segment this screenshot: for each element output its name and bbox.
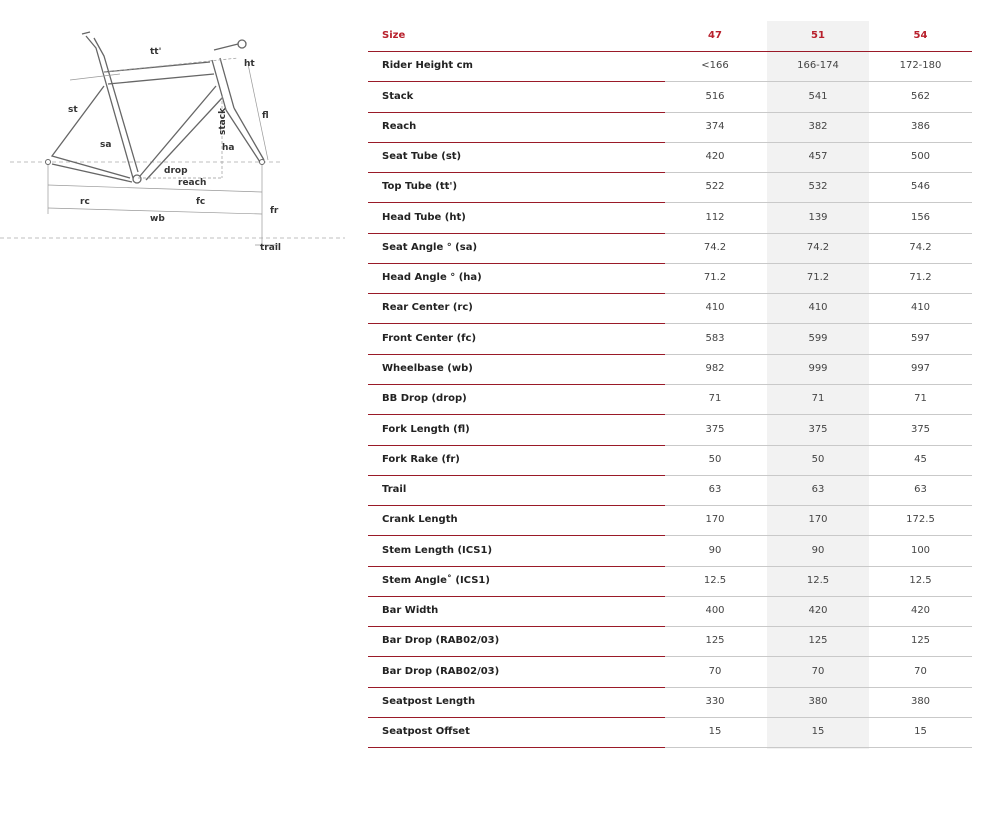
- row-label: Top Tube (tt'): [382, 181, 458, 192]
- table-row: [368, 172, 972, 202]
- row-value: 457: [808, 151, 828, 162]
- row-value: 166-174: [797, 60, 839, 71]
- row-value: 63: [811, 484, 825, 495]
- row-value: 170: [808, 514, 828, 525]
- header-size-label: Size: [382, 30, 406, 41]
- table-row: [368, 536, 972, 566]
- row-value: 71.2: [703, 272, 727, 283]
- row-value: 386: [910, 121, 931, 132]
- row-value: 982: [705, 363, 725, 374]
- table-row: [368, 626, 972, 656]
- row-value: 156: [910, 212, 931, 223]
- row-value: 374: [705, 121, 725, 132]
- row-value: 15: [708, 726, 722, 737]
- row-label: Crank Length: [382, 514, 458, 525]
- row-value: 400: [705, 605, 725, 616]
- row-label: Wheelbase (wb): [382, 363, 473, 374]
- row-label: Bar Width: [382, 605, 439, 616]
- row-value: 112: [705, 212, 725, 223]
- row-value: 597: [910, 333, 931, 344]
- row-label: Reach: [382, 121, 417, 132]
- row-value: 599: [808, 333, 828, 344]
- label-trail: trail: [260, 243, 281, 253]
- table-row: [368, 415, 972, 445]
- row-label: Rear Center (rc): [382, 302, 473, 313]
- row-value: 522: [705, 181, 725, 192]
- row-value: 71.2: [909, 272, 932, 283]
- row-value: 12.5: [703, 575, 727, 586]
- row-rule-values: [665, 747, 972, 748]
- table-row: [368, 293, 972, 323]
- row-label: Rider Height cm: [382, 60, 473, 71]
- row-value: 15: [811, 726, 825, 737]
- row-label: Fork Rake (fr): [382, 454, 460, 465]
- row-rule-label: [368, 747, 665, 748]
- label-rc: rc: [80, 197, 90, 207]
- row-value: 71: [708, 393, 722, 404]
- row-value: 12.5: [806, 575, 830, 586]
- table-row: [368, 687, 972, 717]
- row-value: 380: [808, 696, 828, 707]
- row-value: 330: [705, 696, 725, 707]
- row-value: 63: [708, 484, 722, 495]
- row-value: 380: [910, 696, 931, 707]
- row-value: 420: [705, 151, 725, 162]
- table-row: [368, 263, 972, 293]
- table-row: [368, 233, 972, 263]
- table-row: [368, 657, 972, 687]
- row-value: 410: [910, 302, 931, 313]
- row-value: 90: [708, 545, 722, 556]
- row-value: 516: [705, 91, 725, 102]
- label-reach: reach: [178, 178, 207, 188]
- row-label: Bar Drop (RAB02/03): [382, 666, 500, 677]
- row-value: 420: [808, 605, 828, 616]
- table-row: [368, 324, 972, 354]
- row-value: 999: [808, 363, 828, 374]
- row-value: 70: [811, 666, 825, 677]
- label-fr: fr: [270, 206, 279, 216]
- row-value: 583: [705, 333, 725, 344]
- row-value: 90: [811, 545, 825, 556]
- row-value: 71: [914, 393, 927, 404]
- row-value: 125: [705, 635, 725, 646]
- row-label: BB Drop (drop): [382, 393, 467, 404]
- row-value: 100: [910, 545, 931, 556]
- row-value: 500: [910, 151, 931, 162]
- header-size-1: 47: [708, 30, 722, 41]
- row-value: 71.2: [806, 272, 830, 283]
- row-label: Bar Drop (RAB02/03): [382, 635, 500, 646]
- table-row: [368, 717, 972, 747]
- table-row: [368, 384, 972, 414]
- table-row: [368, 566, 972, 596]
- table-row: [368, 445, 972, 475]
- row-label: Seat Tube (st): [382, 151, 462, 162]
- row-label: Front Center (fc): [382, 333, 477, 344]
- row-value: 410: [808, 302, 828, 313]
- row-value: 45: [914, 454, 927, 465]
- row-value: 63: [914, 484, 927, 495]
- row-label: Stem Angle˚ (ICS1): [382, 575, 490, 586]
- table-row: [368, 475, 972, 505]
- label-ha: ha: [222, 143, 235, 153]
- row-value: 139: [808, 212, 828, 223]
- table-row: [368, 142, 972, 172]
- label-fc: fc: [196, 197, 206, 207]
- row-value: 546: [910, 181, 931, 192]
- table-row: [368, 596, 972, 626]
- row-value: 125: [808, 635, 828, 646]
- row-value: 50: [811, 454, 825, 465]
- label-ht: ht: [244, 59, 255, 69]
- row-value: 170: [705, 514, 725, 525]
- row-value: 375: [705, 424, 725, 435]
- label-st: st: [68, 105, 78, 115]
- row-value: 532: [808, 181, 828, 192]
- row-value: 74.2: [909, 242, 932, 253]
- row-value: 375: [808, 424, 828, 435]
- frame-geometry-diagram: [0, 0, 350, 270]
- row-label: Fork Length (fl): [382, 424, 470, 435]
- label-drop: drop: [164, 166, 188, 176]
- row-value: 125: [910, 635, 931, 646]
- row-value: 74.2: [703, 242, 727, 253]
- row-label: Seatpost Offset: [382, 726, 470, 737]
- row-value: 70: [914, 666, 927, 677]
- row-value: 70: [708, 666, 722, 677]
- table-row: [368, 112, 972, 142]
- label-stack: stack: [218, 107, 228, 135]
- row-value: 50: [708, 454, 722, 465]
- row-value: 71: [811, 393, 825, 404]
- table-header-row: [368, 21, 972, 51]
- header-size-2: 51: [811, 30, 825, 41]
- row-label: Stem Length (ICS1): [382, 545, 493, 556]
- row-value: 410: [705, 302, 725, 313]
- row-value: 382: [808, 121, 828, 132]
- row-label: Seat Angle ° (sa): [382, 242, 478, 253]
- row-label: Head Angle ° (ha): [382, 272, 482, 283]
- table-row: [368, 51, 972, 81]
- table-row: [368, 354, 972, 384]
- row-value: 997: [910, 363, 931, 374]
- row-label: Seatpost Length: [382, 696, 476, 707]
- label-fl: fl: [262, 111, 269, 121]
- row-value: 541: [808, 91, 828, 102]
- row-value: <166: [701, 60, 729, 71]
- row-label: Stack: [382, 91, 414, 102]
- header-size-3: 54: [913, 30, 928, 41]
- row-value: 12.5: [909, 575, 932, 586]
- label-tt: tt': [150, 47, 162, 57]
- row-label: Trail: [382, 484, 407, 495]
- row-label: Head Tube (ht): [382, 212, 466, 223]
- row-value: 562: [910, 91, 931, 102]
- label-sa: sa: [100, 140, 112, 150]
- row-value: 375: [910, 424, 931, 435]
- table-row: [368, 203, 972, 233]
- row-value: 420: [910, 605, 931, 616]
- table-row: [368, 82, 972, 112]
- label-wb: wb: [150, 214, 165, 224]
- row-value: 172.5: [906, 514, 935, 525]
- row-value: 15: [914, 726, 927, 737]
- row-value: 74.2: [806, 242, 830, 253]
- table-row: [368, 505, 972, 535]
- row-value: 172-180: [899, 60, 942, 71]
